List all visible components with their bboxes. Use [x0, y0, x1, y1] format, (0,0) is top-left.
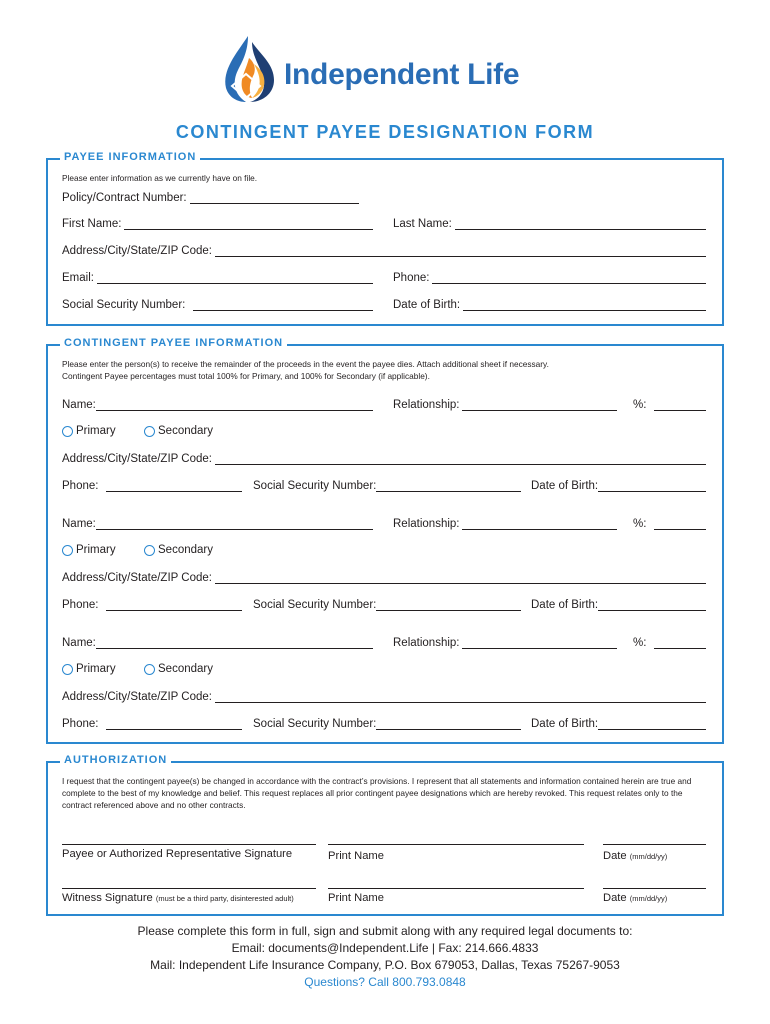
payee-ssn-field[interactable] [62, 298, 373, 311]
beneficiary-3-address-field[interactable] [62, 690, 706, 703]
payee-phone-field[interactable] [393, 271, 706, 284]
payee-phone-line[interactable] [432, 271, 706, 284]
beneficiary-1-dob-line[interactable] [598, 479, 706, 492]
authorization-heading: AUTHORIZATION [60, 754, 171, 766]
beneficiary-2-ssn-line[interactable] [376, 598, 521, 611]
beneficiary-1-percent-field[interactable] [633, 398, 706, 411]
email-field[interactable] [62, 271, 373, 284]
beneficiary-2-ssn-field[interactable] [253, 598, 521, 611]
last-name-line[interactable] [455, 217, 706, 230]
first-name-field[interactable] [62, 217, 373, 230]
first-name-line[interactable] [124, 217, 373, 230]
beneficiary-1-phone-line[interactable] [106, 479, 242, 492]
beneficiary-2-secondary-label: Secondary [158, 544, 213, 556]
payee-information-heading: PAYEE INFORMATION [60, 151, 200, 163]
contingent-instructions-line2: Contingent Payee percentages must total 100% for Primary, and 100% for Secondary (if applicable). [62, 371, 430, 381]
beneficiary-3-ssn-line[interactable] [376, 717, 521, 730]
first-name-label: First Name: [62, 218, 122, 230]
witness-date-label: Date [603, 892, 627, 904]
beneficiary-3-secondary-label: Secondary [158, 663, 213, 675]
beneficiary-2-dob-field[interactable] [531, 598, 706, 611]
beneficiary-3-primary-option[interactable] [62, 663, 116, 675]
beneficiary-2-address-label: Address/City/State/ZIP Code: [62, 572, 212, 584]
last-name-field[interactable] [393, 217, 706, 230]
beneficiary-2-primary-option[interactable] [62, 544, 116, 556]
contingent-payee-section [46, 337, 724, 744]
witness-note: (must be a third party, disinterested adult) [155, 894, 294, 903]
beneficiary-1-relationship-line[interactable] [462, 398, 617, 411]
payee-date-label: Date [603, 850, 627, 862]
payee-date-line[interactable] [603, 844, 706, 862]
beneficiary-3-percent-field[interactable] [633, 636, 706, 649]
beneficiary-2-relationship-field[interactable] [393, 517, 617, 530]
beneficiary-1-name-field[interactable] [62, 398, 373, 411]
witness-print-name-label: Print Name [328, 892, 384, 904]
beneficiary-1-address-label: Address/City/State/ZIP Code: [62, 453, 212, 465]
beneficiary-3-dob-field[interactable] [531, 717, 706, 730]
payee-information-section [46, 151, 724, 326]
authorization-section [46, 754, 724, 916]
beneficiary-3-dob-label: Date of Birth: [531, 718, 599, 730]
beneficiary-2-address-line[interactable] [215, 571, 706, 584]
form-title: CONTINGENT PAYEE DESIGNATION FORM [175, 122, 595, 142]
footer-questions-phone[interactable]: Questions? Call 800.793.0848 [304, 975, 466, 989]
contingent-instructions-line1: Please enter the person(s) to receive the remainder of the proceeds in the event the payee dies. Attach additional sheet if necessary. [62, 359, 549, 369]
beneficiary-1-dob-field[interactable] [531, 479, 706, 492]
beneficiary-2-phone-label: Phone: [62, 599, 99, 611]
beneficiary-2-dob-line[interactable] [598, 598, 706, 611]
footer-email-fax: Email: documents@Independent.Life | Fax: 214.666.4833 [231, 941, 539, 955]
beneficiary-1-secondary-option[interactable] [144, 425, 213, 437]
beneficiary-3-secondary-option[interactable] [144, 663, 213, 675]
payee-signature-line[interactable] [62, 844, 316, 860]
beneficiary-1-dob-label: Date of Birth: [531, 480, 599, 492]
beneficiary-3-relationship-line[interactable] [462, 636, 617, 649]
beneficiary-3-phone-line[interactable] [106, 717, 242, 730]
beneficiary-2-name-label: Name: [62, 518, 96, 530]
payee-ssn-label: Social Security Number: [62, 299, 186, 311]
beneficiary-2-address-field[interactable] [62, 571, 706, 584]
beneficiary-1-relationship-field[interactable] [393, 398, 617, 411]
beneficiary-1-address-line[interactable] [215, 452, 706, 465]
footer-line-1: Please complete this form in full, sign and submit along with any required legal documents to: [137, 924, 633, 938]
last-name-label: Last Name: [393, 218, 452, 230]
beneficiary-1-name-line[interactable] [96, 398, 373, 411]
payee-date-format: (mm/dd/yy) [629, 852, 668, 861]
beneficiary-3-phone-label: Phone: [62, 718, 99, 730]
authorization-text: I request that the contingent payee(s) be changed in accordance with the contract’s provisions. I represent that all statements and information contained herein are true and complete to the best of my knowledge and belief. This request replaces all prior contingent payee designations which are hereby revoked. This request relates only to the contract referenced above and no other contracts. [62, 776, 692, 810]
logo-wordmark: Independent Life [284, 58, 520, 91]
beneficiary-3-ssn-field[interactable] [253, 717, 521, 730]
beneficiary-2-name-field[interactable] [62, 517, 373, 530]
beneficiary-1-secondary-label: Secondary [158, 425, 213, 437]
payee-phone-label: Phone: [393, 272, 430, 284]
beneficiary-3-name-line[interactable] [96, 636, 373, 649]
beneficiary-2-dob-label: Date of Birth: [531, 599, 599, 611]
beneficiary-2-phone-line[interactable] [106, 598, 242, 611]
witness-date-format: (mm/dd/yy) [629, 894, 668, 903]
beneficiary-3-primary-radio[interactable] [62, 664, 73, 675]
beneficiary-2-ssn-label: Social Security Number: [253, 599, 377, 611]
beneficiary-2-percent-field[interactable] [633, 517, 706, 530]
witness-date-line[interactable] [603, 888, 706, 904]
beneficiary-1-phone-field[interactable] [62, 479, 242, 492]
beneficiary-2-secondary-option[interactable] [144, 544, 213, 556]
beneficiary-1-percent-label: %: [633, 399, 647, 411]
beneficiary-2-percent-line[interactable] [654, 517, 706, 530]
footer-mail-address: Mail: Independent Life Insurance Company, P.O. Box 679053, Dallas, Texas 75267-9053 [150, 958, 620, 972]
beneficiary-3-percent-label: %: [633, 637, 647, 649]
beneficiary-2-relationship-label: Relationship: [393, 518, 460, 530]
payee-signature-label: Payee or Authorized Representative Signature [62, 848, 293, 860]
payee-print-name-label: Print Name [328, 850, 384, 862]
beneficiary-1-phone-label: Phone: [62, 480, 99, 492]
beneficiary-3-name-label: Name: [62, 637, 96, 649]
beneficiary-1-primary-label: Primary [76, 425, 116, 437]
payee-instructions: Please enter information as we currently have on file. [62, 173, 258, 183]
beneficiary-2-percent-label: %: [633, 518, 647, 530]
beneficiary-2-phone-field[interactable] [62, 598, 242, 611]
beneficiary-1-address-field[interactable] [62, 452, 706, 465]
beneficiary-1-secondary-radio[interactable] [144, 426, 155, 437]
email-line[interactable] [97, 271, 373, 284]
beneficiary-1-primary-option[interactable] [62, 425, 116, 437]
witness-print-name-line[interactable] [328, 888, 584, 904]
beneficiary-1-relationship-label: Relationship: [393, 399, 460, 411]
witness-signature-label: Witness Signature [62, 892, 153, 904]
beneficiary-1-ssn-line[interactable] [376, 479, 521, 492]
beneficiary-3-percent-line[interactable] [654, 636, 706, 649]
payee-dob-field[interactable] [393, 298, 706, 311]
payee-dob-line[interactable] [463, 298, 706, 311]
beneficiary-3-phone-field[interactable] [62, 717, 242, 730]
contingent-payee-heading: CONTINGENT PAYEE INFORMATION [60, 337, 287, 349]
beneficiary-2-name-line[interactable] [96, 517, 373, 530]
payee-print-name-line[interactable] [328, 844, 584, 862]
beneficiary-1-primary-radio[interactable] [62, 426, 73, 437]
payee-dob-label: Date of Birth: [393, 299, 461, 311]
beneficiary-3-secondary-radio[interactable] [144, 664, 155, 675]
beneficiary-2-relationship-line[interactable] [462, 517, 617, 530]
email-label: Email: [62, 272, 94, 284]
beneficiary-2-primary-radio[interactable] [62, 545, 73, 556]
payee-address-line[interactable] [215, 244, 706, 257]
payee-ssn-line[interactable] [193, 298, 373, 311]
beneficiary-1-name-label: Name: [62, 399, 96, 411]
beneficiary-3-address-label: Address/City/State/ZIP Code: [62, 691, 212, 703]
policy-number-field[interactable] [62, 191, 359, 204]
policy-number-line[interactable] [190, 191, 359, 204]
submission-instructions [0, 923, 770, 991]
witness-signature-line[interactable] [62, 888, 316, 904]
beneficiary-3-dob-line[interactable] [598, 717, 706, 730]
beneficiary-1-percent-line[interactable] [654, 398, 706, 411]
beneficiary-3-primary-label: Primary [76, 663, 116, 675]
beneficiary-1-ssn-label: Social Security Number: [253, 480, 377, 492]
beneficiary-3-relationship-field[interactable] [393, 636, 617, 649]
beneficiary-2-primary-label: Primary [76, 544, 116, 556]
payee-address-field[interactable] [62, 244, 706, 257]
beneficiary-3-name-field[interactable] [62, 636, 373, 649]
beneficiary-3-relationship-label: Relationship: [393, 637, 460, 649]
payee-address-label: Address/City/State/ZIP Code: [62, 245, 212, 257]
beneficiary-2-secondary-radio[interactable] [144, 545, 155, 556]
policy-number-label: Policy/Contract Number: [62, 192, 187, 204]
beneficiary-3-address-line[interactable] [215, 690, 706, 703]
beneficiary-1-ssn-field[interactable] [253, 479, 521, 492]
beneficiary-3-ssn-label: Social Security Number: [253, 718, 377, 730]
